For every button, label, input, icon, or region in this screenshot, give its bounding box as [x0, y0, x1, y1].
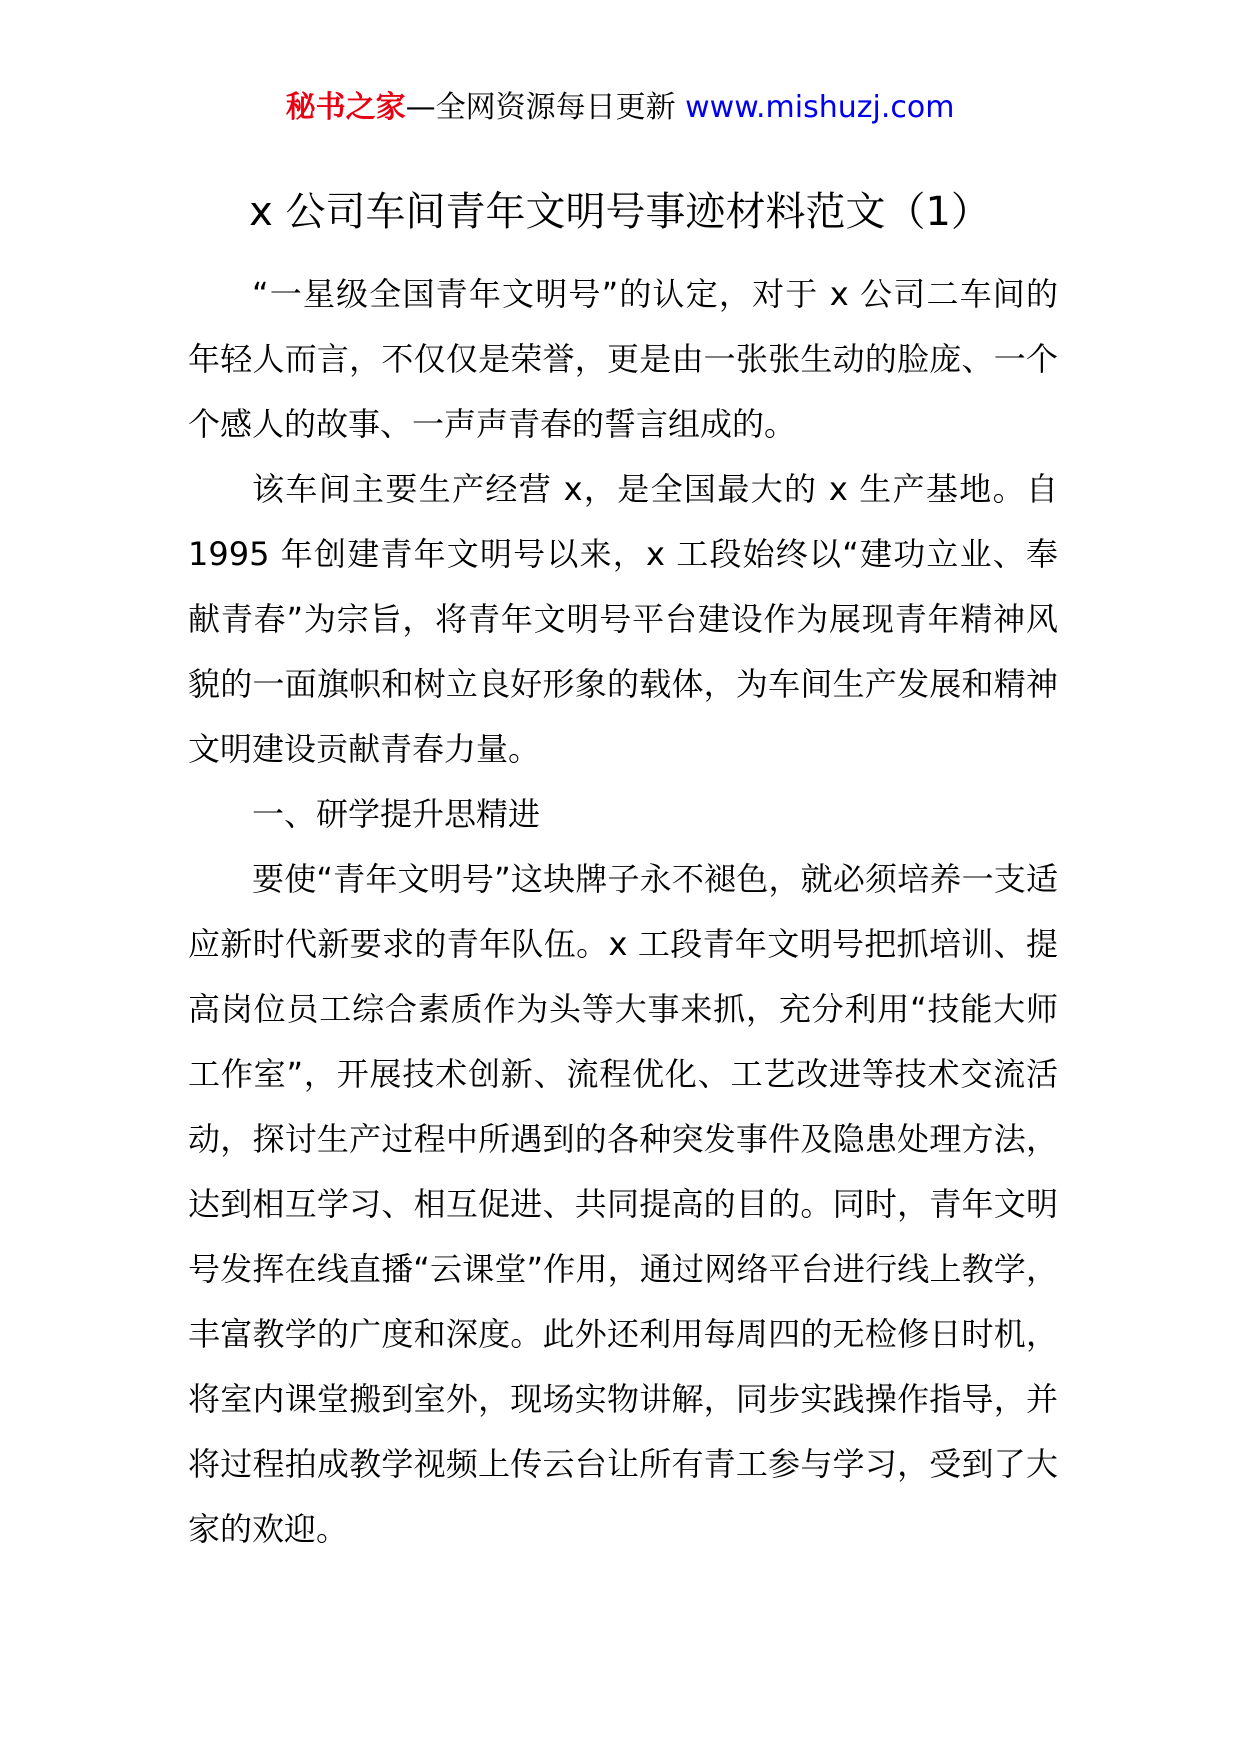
- site-brand: 秘书之家: [285, 90, 406, 125]
- body-paragraph: “一星级全国青年文明号”的认定，对于 x 公司二车间的年轻人而言，不仅仅是荣誉，更是由一张张生动的脸庞、一个个感人的故事、一声声青春的誓言组成的。: [188, 275, 1058, 443]
- document-body: [188, 262, 1058, 1562]
- site-url-link[interactable]: www.mishuzj.com: [685, 90, 955, 125]
- body-paragraph: 该车间主要生产经营 x，是全国最大的 x 生产基地。自 1995 年创建青年文明号以来，x 工段始终以“建功立业、奉献青春”为宗旨，将青年文明号平台建设作为展现青年精神风貌的一面旗帜和树立良好形象的载体，为车间生产发展和精神文明建设贡献青春力量。: [188, 470, 1058, 768]
- document-title: x 公司车间青年文明号事迹材料范文（1）: [249, 189, 991, 235]
- section-heading: 一、研学提升思精进: [252, 795, 541, 833]
- site-header: [0, 86, 1240, 130]
- body-paragraph: 要使“青年文明号”这块牌子永不褪色，就必须培养一支适应新时代新要求的青年队伍。x 工段青年文明号把抓培训、提高岗位员工综合素质作为头等大事来抓，充分利用“技能大师工作室”，开展技术创新、流程优化、工艺改进等技术交流活动，探讨生产过程中所遇到的各种突发事件及隐患处理方法，达到相互学习、相互促进、共同提高的目的。同时，青年文明号发挥在线直播“云课堂”作用，通过网络平台进行线上教学，丰富教学的广度和深度。此外还利用每周四的无检修日时机，将室内课堂搬到室外，现场实物讲解，同步实践操作指导，并将过程拍成教学视频上传云台让所有青工参与学习，受到了大家的欢迎。: [188, 860, 1058, 1548]
- site-tagline: —全网资源每日更新: [405, 90, 676, 125]
